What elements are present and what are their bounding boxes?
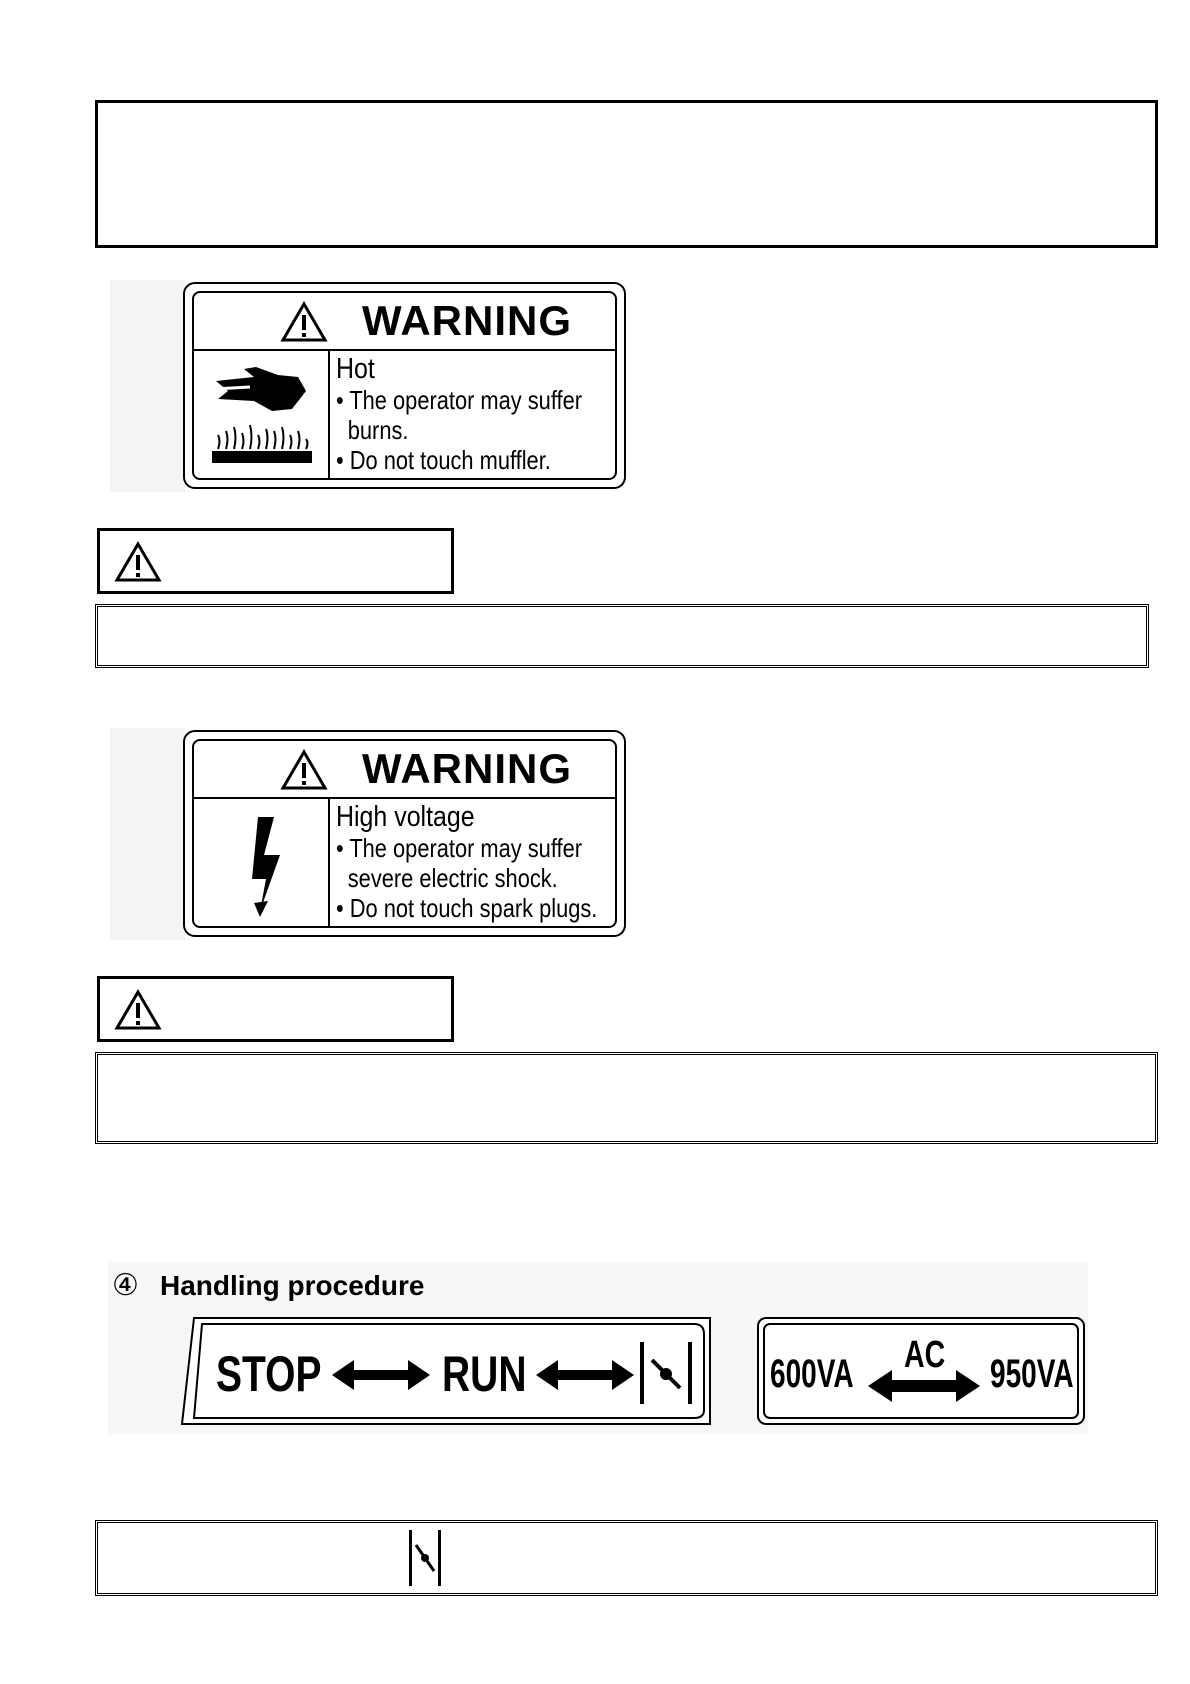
label-line: • The operator may suffer — [336, 385, 582, 415]
high-voltage-icon — [194, 799, 330, 926]
label-line: • Do not touch muffler. — [336, 445, 551, 475]
output-low-label: 600VA — [770, 1352, 854, 1396]
warning-label-hot — [183, 282, 626, 489]
double-arrow-icon — [330, 1358, 432, 1392]
caution-text-box — [95, 1052, 1158, 1144]
bottom-text-box — [95, 1520, 1158, 1596]
warning-label-high-voltage — [183, 730, 626, 937]
double-arrow-icon — [866, 1366, 982, 1406]
top-text-box — [95, 100, 1158, 248]
output-high-label: 950VA — [990, 1352, 1074, 1396]
hot-surface-hand-icon — [194, 351, 330, 478]
output-mode-label: AC — [904, 1334, 946, 1376]
warning-triangle-icon — [280, 301, 328, 343]
label-hazard: High voltage — [336, 801, 475, 833]
switch-stop-label: STOP — [216, 1346, 322, 1402]
double-arrow-icon — [534, 1358, 636, 1392]
label-title: WARNING — [362, 745, 572, 792]
handling-title: Handling procedure — [160, 1270, 425, 1301]
label-line: severe electric shock. — [347, 863, 558, 893]
label-2-shadow — [110, 280, 185, 492]
label-hazard: Hot — [336, 353, 375, 385]
choke-symbol-icon — [408, 1529, 442, 1587]
warning-triangle-icon — [114, 989, 162, 1031]
warning-triangle-icon — [114, 541, 162, 583]
caution-heading-box — [97, 976, 454, 1042]
switch-run-label: RUN — [442, 1346, 527, 1402]
warning-triangle-icon — [280, 749, 328, 791]
label-line: • The operator may suffer — [336, 833, 582, 863]
label-title: WARNING — [362, 297, 572, 344]
caution-text-box — [95, 604, 1149, 668]
handling-number: ④ — [112, 1268, 139, 1303]
caution-heading-box — [97, 528, 454, 594]
label-line: • Do not touch spark plugs. — [336, 893, 598, 923]
choke-symbol-icon — [638, 1340, 696, 1406]
label-line: burns. — [347, 415, 409, 445]
label-3-shadow — [110, 728, 185, 940]
